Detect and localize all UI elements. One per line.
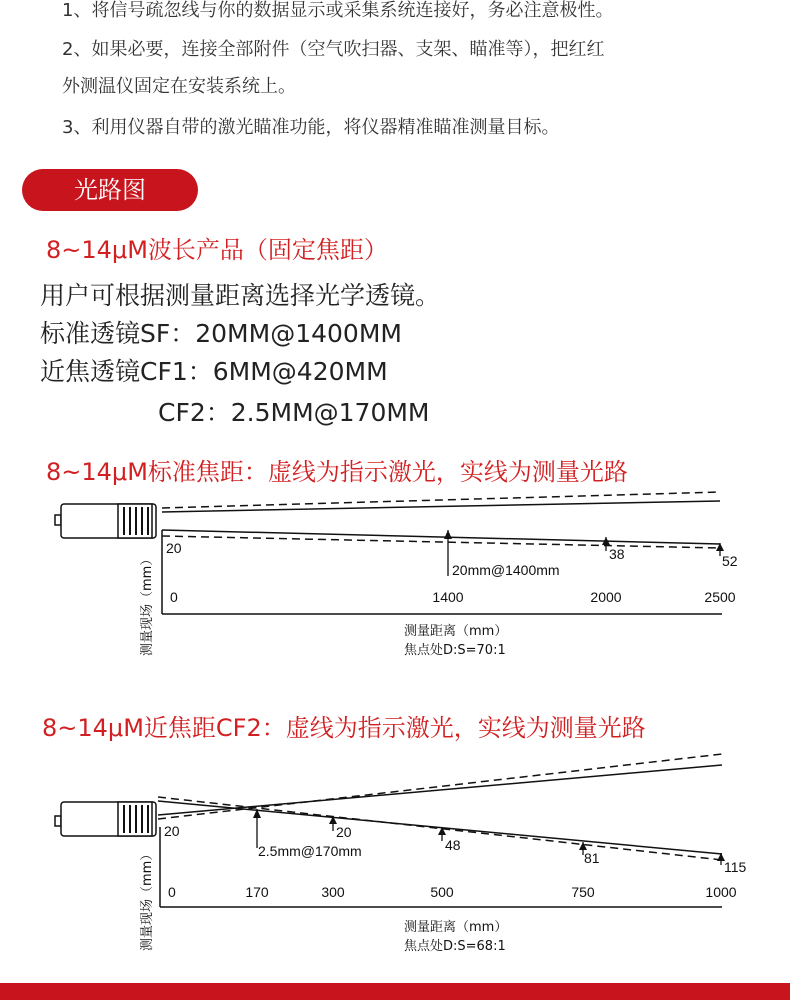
arrow-750 [579,842,587,850]
product-heading: 8~14μM波长产品（固定焦距） [46,236,388,264]
x-tick-label: 1400 [432,589,464,605]
spot-label-0: 20 [164,823,180,839]
x-tick-label: 0 [168,884,176,900]
spot-label-500: 48 [445,837,461,853]
step-2-continued: 外测温仪固定在安装系统上。 [62,76,296,97]
spot-label-1400: 20mm@1400mm [452,562,560,578]
section-badge: 光路图 [22,169,198,211]
spec-line-1: 用户可根据测量距离选择光学透镜。 [40,281,441,310]
diagram-1-title: 8~14μM标准焦距：虚线为指示激光，实线为测量光路 [46,458,628,486]
spot-label-1000: 115 [724,859,747,875]
x-tick-label: 750 [571,884,595,900]
x-tick-label: 2000 [590,589,622,605]
x-axis-label: 测量距离（mm） [404,920,508,935]
solid-beam-rising [158,765,722,815]
upper-solid-beam [162,501,720,512]
ratio-label: 焦点处D:S=70:1 [404,643,506,658]
upper-dashed-laser [162,492,720,508]
spot-label-750: 81 [584,850,600,866]
x-tick-label: 300 [321,884,345,900]
arrow-1400 [444,530,452,539]
x-tick-label: 2500 [704,589,736,605]
solid-beam-falling [158,801,722,854]
spot-label-2500: 52 [722,553,738,569]
spec-line-2: 标准透镜SF：20MM@1400MM [40,319,402,348]
y-axis-label: 测量现场（mm） [140,847,155,951]
spec-line-3: 近焦透镜CF1：6MM@420MM [40,357,388,386]
sensor-device-icon [55,802,156,836]
x-tick-label: 170 [245,884,269,900]
step-1: 1、将信号疏忽线与你的数据显示或采集系统连接好，务必注意极性。 [62,0,614,21]
ratio-label: 焦点处D:S=68:1 [404,939,506,954]
y-axis-label: 测量现场（mm） [140,552,155,656]
sensor-device-icon [55,504,156,538]
step-3: 3、利用仪器自带的激光瞄准功能，将仪器精准瞄准测量目标。 [62,117,560,138]
diagram-2 [0,745,790,965]
step-2: 2、如果必要，连接全部附件（空气吹扫器、支架、瞄准等），把红红 [62,39,605,60]
diagram-2-title: 8~14μM近焦距CF2：虚线为指示激光，实线为测量光路 [42,714,646,742]
spec-line-4: CF2：2.5MM@170MM [158,398,430,427]
x-tick-label: 1000 [705,884,737,900]
dashed-laser-falling [158,797,722,860]
spot-label-170: 2.5mm@170mm [258,843,362,859]
spot-label-0: 20 [166,540,182,556]
x-tick-label: 500 [430,884,454,900]
x-axis-label: 测量距离（mm） [404,624,508,639]
footer-accent-bar [0,983,790,1000]
spot-label-2000: 38 [609,546,625,562]
spot-label-300: 20 [336,824,352,840]
x-tick-label: 0 [170,589,178,605]
diagram-1 [0,490,790,670]
